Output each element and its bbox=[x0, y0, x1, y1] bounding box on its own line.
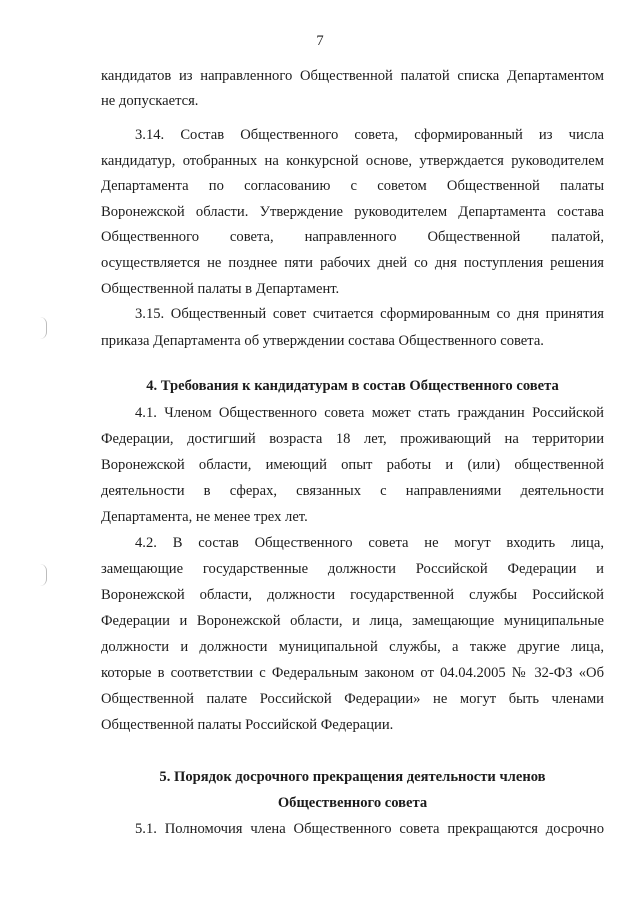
paragraph-line: замещающие государственные должности Российской Федерации и bbox=[101, 561, 604, 577]
paragraph-line: кандидатур, отобранных на конкурсной основе, утверждается руководителем bbox=[101, 153, 604, 169]
paragraph-line: которые в соответствии с Федеральным законом от 04.04.2005 № 32-ФЗ «Об bbox=[101, 665, 604, 681]
binding-hole-mark bbox=[40, 317, 47, 339]
binding-hole-mark bbox=[40, 564, 47, 586]
paragraph-line: кандидатов из направленного Общественной палатой списка Департаментом bbox=[101, 68, 604, 84]
paragraph-line: Воронежской области, должности государственной службы Российской bbox=[101, 587, 604, 603]
paragraph-line: Департамента, не менее трех лет. bbox=[101, 509, 308, 525]
paragraph-line: 5.1. Полномочия члена Общественного совета прекращаются досрочно bbox=[135, 821, 604, 837]
paragraph-line: должности и должности муниципальной службы, а также другие лица, bbox=[101, 639, 604, 655]
paragraph-line: Федерации и Воронежской области, и лица, замещающие муниципальные bbox=[101, 613, 604, 629]
paragraph-line: Департамента по согласованию с советом Общественной палаты bbox=[101, 178, 604, 194]
paragraph-line: не допускается. bbox=[101, 93, 199, 109]
paragraph-line: Федерации, достигший возраста 18 лет, проживающий на территории bbox=[101, 431, 604, 447]
paragraph-line: осуществляется не позднее пяти рабочих дней со дня поступления решения bbox=[101, 255, 604, 271]
section-heading: 4. Требования к кандидатурам в состав Общественного совета bbox=[146, 378, 559, 394]
paragraph-line: 3.14. Состав Общественного совета, сформированный из числа bbox=[135, 127, 604, 143]
paragraph-line: приказа Департамента об утверждении состава Общественного совета. bbox=[101, 333, 544, 349]
paragraph-line: Общественной палаты Российской Федерации. bbox=[101, 717, 394, 733]
section-heading: Общественного совета bbox=[277, 795, 428, 811]
page-number: 7 bbox=[316, 33, 324, 49]
paragraph-line: Воронежской области. Утверждение руководителем Департамента состава bbox=[101, 204, 604, 220]
paragraph-line: Воронежской области, имеющий опыт работы и (или) общественной bbox=[101, 457, 604, 473]
paragraph-line: Общественной палате Российской Федерации» не могут быть членами bbox=[101, 691, 604, 707]
paragraph-line: Общественного совета, направленного Общественной палатой, bbox=[101, 229, 604, 245]
section-heading: 5. Порядок досрочного прекращения деятельности членов bbox=[159, 769, 546, 785]
paragraph-line: 4.2. В состав Общественного совета не могут входить лица, bbox=[135, 535, 604, 551]
paragraph-line: деятельности в сферах, связанных с направлениями деятельности bbox=[101, 483, 604, 499]
paragraph-line: 4.1. Членом Общественного совета может стать гражданин Российской bbox=[135, 405, 604, 421]
paragraph-line: Общественной палаты в Департамент. bbox=[101, 281, 340, 297]
paragraph-line: 3.15. Общественный совет считается сформированным со дня принятия bbox=[135, 306, 604, 322]
